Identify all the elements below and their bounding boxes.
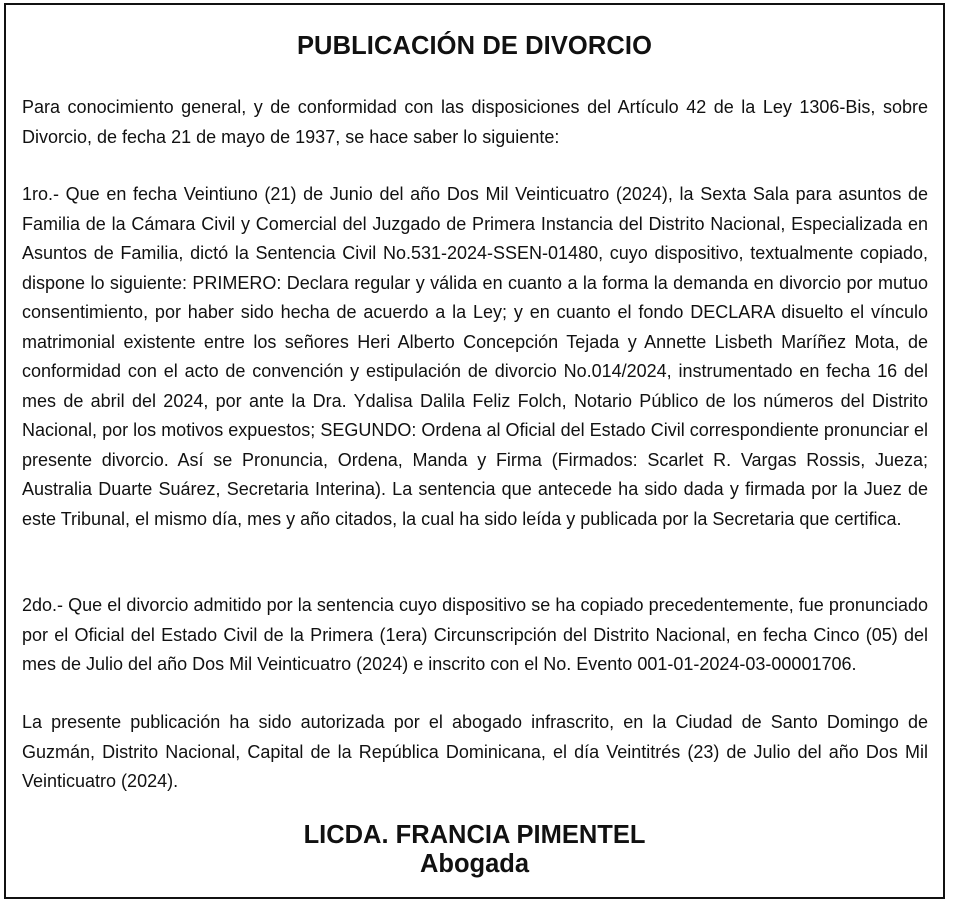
notice-title: PUBLICACIÓN DE DIVORCIO <box>296 32 653 60</box>
second-point-paragraph: 2do.- Que el divorcio admitido por la sentencia cuyo dispositivo se ha copiado precedentemente, fue pronunciado por el Oficial del Estado Civil de la Primera (1era) Circunscripción del Distrito Nacional, en fecha Cinco (05) del mes de Julio del año Dos Mil Veinticuatro (2024) e inscrito con el No. Evento 001-01-2024-03-00001706. <box>22 595 928 674</box>
signature-role: Abogada <box>419 850 530 878</box>
signature-name: LICDA. FRANCIA PIMENTEL <box>303 821 646 849</box>
first-point-paragraph: 1ro.- Que en fecha Veintiuno (21) de Junio del año Dos Mil Veinticuatro (2024), la Sexta Sala para asuntos de Familia de la Cámara Civil y Comercial del Juzgado de Primera Instancia del Distrito Nacional, Especializada en Asuntos de Familia, dictó la Sentencia Civil No.531-2024-SSEN-01480, cuyo dispositivo, textualmente copiado, dispone lo siguiente: PRIMERO: Declara regular y válida en cuanto a la forma la demanda en divorcio por mutuo consentimiento, por haber sido hecha de acuerdo a la Ley; y en cuanto el fondo DECLARA disuelto el vínculo matrimonial existente entre los señores Heri Alberto Concepción Tejada y Annette Lisbeth Maríñez Mota, de conformidad con el acto de convención y estipulación de divorcio No.014/2024, instrumentado en fecha 16 del mes de abril del 2024, por ante la Dra. Ydalisa Dalila Feliz Folch, Notario Público de los números del Distrito Nacional, por los motivos expuestos; SEGUNDO: Ordena al Oficial del Estado Civil correspondiente pronunciar el presente divorcio. Así se Pronuncia, Ordena, Manda y Firma (Firmados: Scarlet R. Vargas Rossis, Jueza; Australia Duarte Suárez, Secretaria Interina). La sentencia que antecede ha sido dada y firmada por la Juez de este Tribunal, el mismo día, mes y año citados, la cual ha sido leída y publicada por la Secretaria que certifica. <box>22 184 928 529</box>
authorization-paragraph: La presente publicación ha sido autorizada por el abogado infrascrito, en la Ciudad de Santo Domingo de Guzmán, Distrito Nacional, Capital de la República Dominicana, el día Veintitrés (23) de Julio del año Dos Mil Veinticuatro (2024). <box>22 712 928 791</box>
notice-frame <box>4 3 945 899</box>
intro-paragraph: Para conocimiento general, y de conformidad con las disposiciones del Artículo 42 de la Ley 1306-Bis, sobre Divorcio, de fecha 21 de mayo de 1937, se hace saber lo siguiente: <box>22 97 928 147</box>
